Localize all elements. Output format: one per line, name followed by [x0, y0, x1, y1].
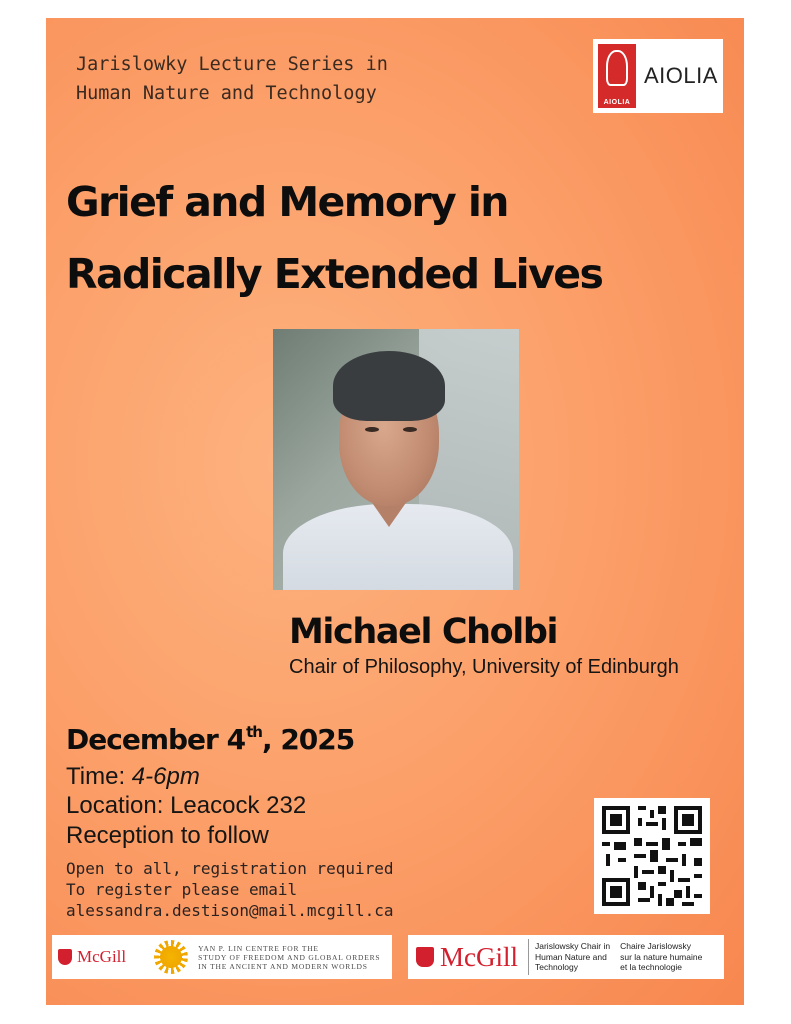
- mcgill-yanplin-logo: [52, 935, 392, 979]
- yanplin-centre-text: [198, 944, 380, 971]
- event-poster: [46, 18, 744, 1005]
- registration-line-2: To register please email: [66, 880, 298, 899]
- registration-line-1: Open to all, registration required: [66, 859, 394, 878]
- time-value: 4-6pm: [131, 763, 200, 790]
- mcgill-jarislowsky-chair-logo: [408, 935, 724, 979]
- mcgill-crest-icon: [416, 947, 434, 967]
- lecture-title: [66, 166, 744, 310]
- title-line-1: Grief and Memory in: [66, 178, 508, 226]
- date-year: , 2025: [261, 723, 355, 756]
- speaker-name: Michael Cholbi: [289, 612, 558, 652]
- series-line-1: Jarislowky Lecture Series in: [76, 54, 388, 75]
- title-line-2: Radically Extended Lives: [66, 250, 603, 298]
- lecture-series-label: [76, 50, 388, 108]
- sun-emblem-icon: [154, 940, 188, 974]
- yanplin-line-3: IN THE ANCIENT AND MODERN WORLDS: [198, 961, 368, 971]
- event-location: Location: Leacock 232: [66, 792, 307, 819]
- event-date: [66, 723, 354, 756]
- speaker-photo: [273, 329, 519, 590]
- time-label: Time:: [66, 763, 132, 790]
- divider: [528, 939, 529, 975]
- mcgill-crest-icon: [58, 949, 72, 965]
- chair-text-english: Jarislowsky Chair in Human Nature and Technology: [535, 941, 611, 973]
- yanplin-line-1: YAN P. LIN CENTRE FOR THE: [198, 943, 319, 953]
- date-suffix: th: [246, 723, 262, 741]
- qr-code-icon: [594, 798, 710, 914]
- registration-info: [66, 858, 394, 921]
- speaker-affiliation: Chair of Philosophy, University of Edinburgh: [289, 656, 679, 678]
- event-reception: Reception to follow: [66, 822, 269, 849]
- date-main: December 4: [66, 723, 246, 756]
- event-time: [66, 762, 526, 792]
- mcgill-wordmark: McGill: [77, 947, 127, 966]
- qr-code[interactable]: [594, 798, 710, 914]
- aiolia-mark-text: AIOLIA: [603, 99, 631, 106]
- series-line-2: Human Nature and Technology: [76, 83, 377, 104]
- aiolia-logo: [593, 39, 723, 113]
- mcgill-wordmark-large: McGill: [440, 941, 518, 972]
- chair-text-french: Chaire Jarislowsky sur la nature humaine et la technologie: [620, 941, 703, 973]
- registration-email[interactable]: alessandra.destison@mail.mcgill.ca: [66, 901, 394, 920]
- aiolia-emblem-icon: [598, 44, 636, 108]
- aiolia-logo-text: AIOLIA: [644, 63, 718, 88]
- yanplin-line-2: STUDY OF FREEDOM AND GLOBAL ORDERS: [198, 952, 381, 962]
